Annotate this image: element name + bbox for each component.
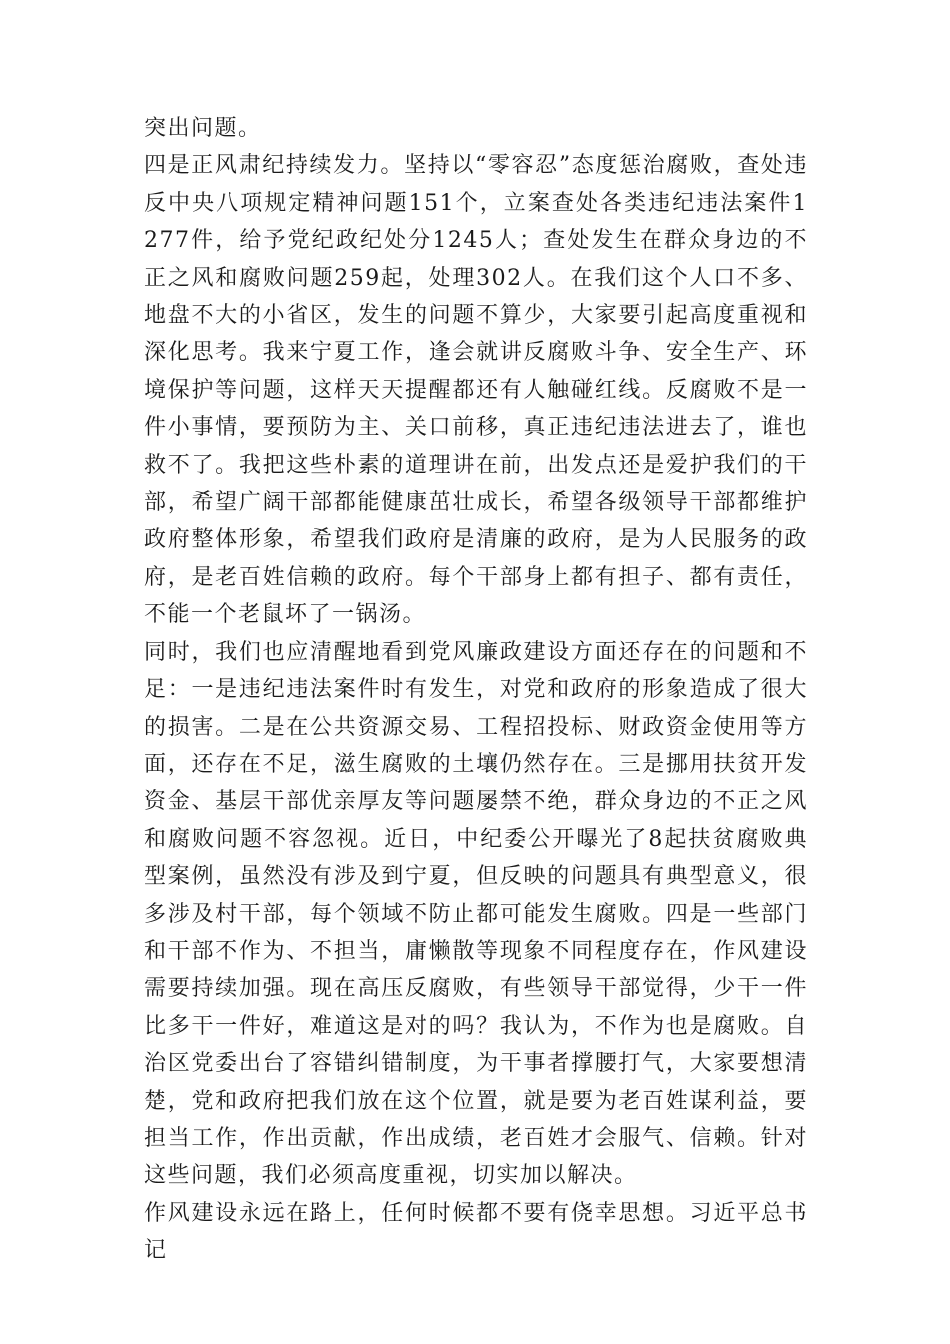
document-body <box>144 110 808 1270</box>
paragraph-3: 同时，我们也应清醒地看到党风廉政建设方面还存在的问题和不足：一是违纪违法案件时有发生，对党和政府的形象造成了很大的损害。二是在公共资源交易、工程招投标、财政资金使用等方面，还存在不足，滋生腐败的土壤仍然存在。三是挪用扶贫开发资金、基层干部优亲厚友等问题屡禁不绝，群众身边的不正之风和腐败问题不容忽视。近日，中纪委公开曝光了8起扶贫腐败典型案例，虽然没有涉及到宁夏，但反映的问题具有典型意义，很多涉及村干部，每个领域不防止都可能发生腐败。四是一些部门和干部不作为、不担当，庸懒散等现象不同程度存在，作风建设需要持续加强。现在高压反腐败，有些领导干部觉得，少干一件比多干一件好，难道这是对的吗？我认为，不作为也是腐败。自治区党委出台了容错纠错制度，为干事者撑腰打气，大家要想清楚，党和政府把我们放在这个位置，就是要为老百姓谋利益，要担当工作，作出贡献，作出成绩，老百姓才会服气、信赖。针对这些问题，我们必须高度重视，切实加以解决。 <box>144 639 808 1189</box>
paragraph-1: 突出问题。 <box>144 116 262 141</box>
paragraph-2: 四是正风肃纪持续发力。坚持以“零容忍”态度惩治腐败，查处违反中央八项规定精神问题151个，立案查处各类违纪违法案件1277件，给予党纪政纪处分1245人；查处发生在群众身边的不正之风和腐败问题259起，处理302人。在我们这个人口不多、地盘不大的小省区，发生的问题不算少，大家要引起高度重视和深化思考。我来宁夏工作，逢会就讲反腐败斗争、安全生产、环境保护等问题，这样天天提醒都还有人触碰红线。反腐败不是一件小事情，要预防为主、关口前移，真正违纪违法进去了，谁也救不了。我把这些朴素的道理讲在前，出发点还是爱护我们的干部，希望广阔干部都能健康茁壮成长，希望各级领导干部都维护政府整体形象，希望我们政府是清廉的政府，是为人民服务的政府，是老百姓信赖的政府。每个干部身上都有担子、都有责任，不能一个老鼠坏了一锅汤。 <box>144 153 808 628</box>
paragraph-4: 作风建设永远在路上，任何时候都不要有侥幸思想。习近平总书记 <box>144 1200 808 1264</box>
